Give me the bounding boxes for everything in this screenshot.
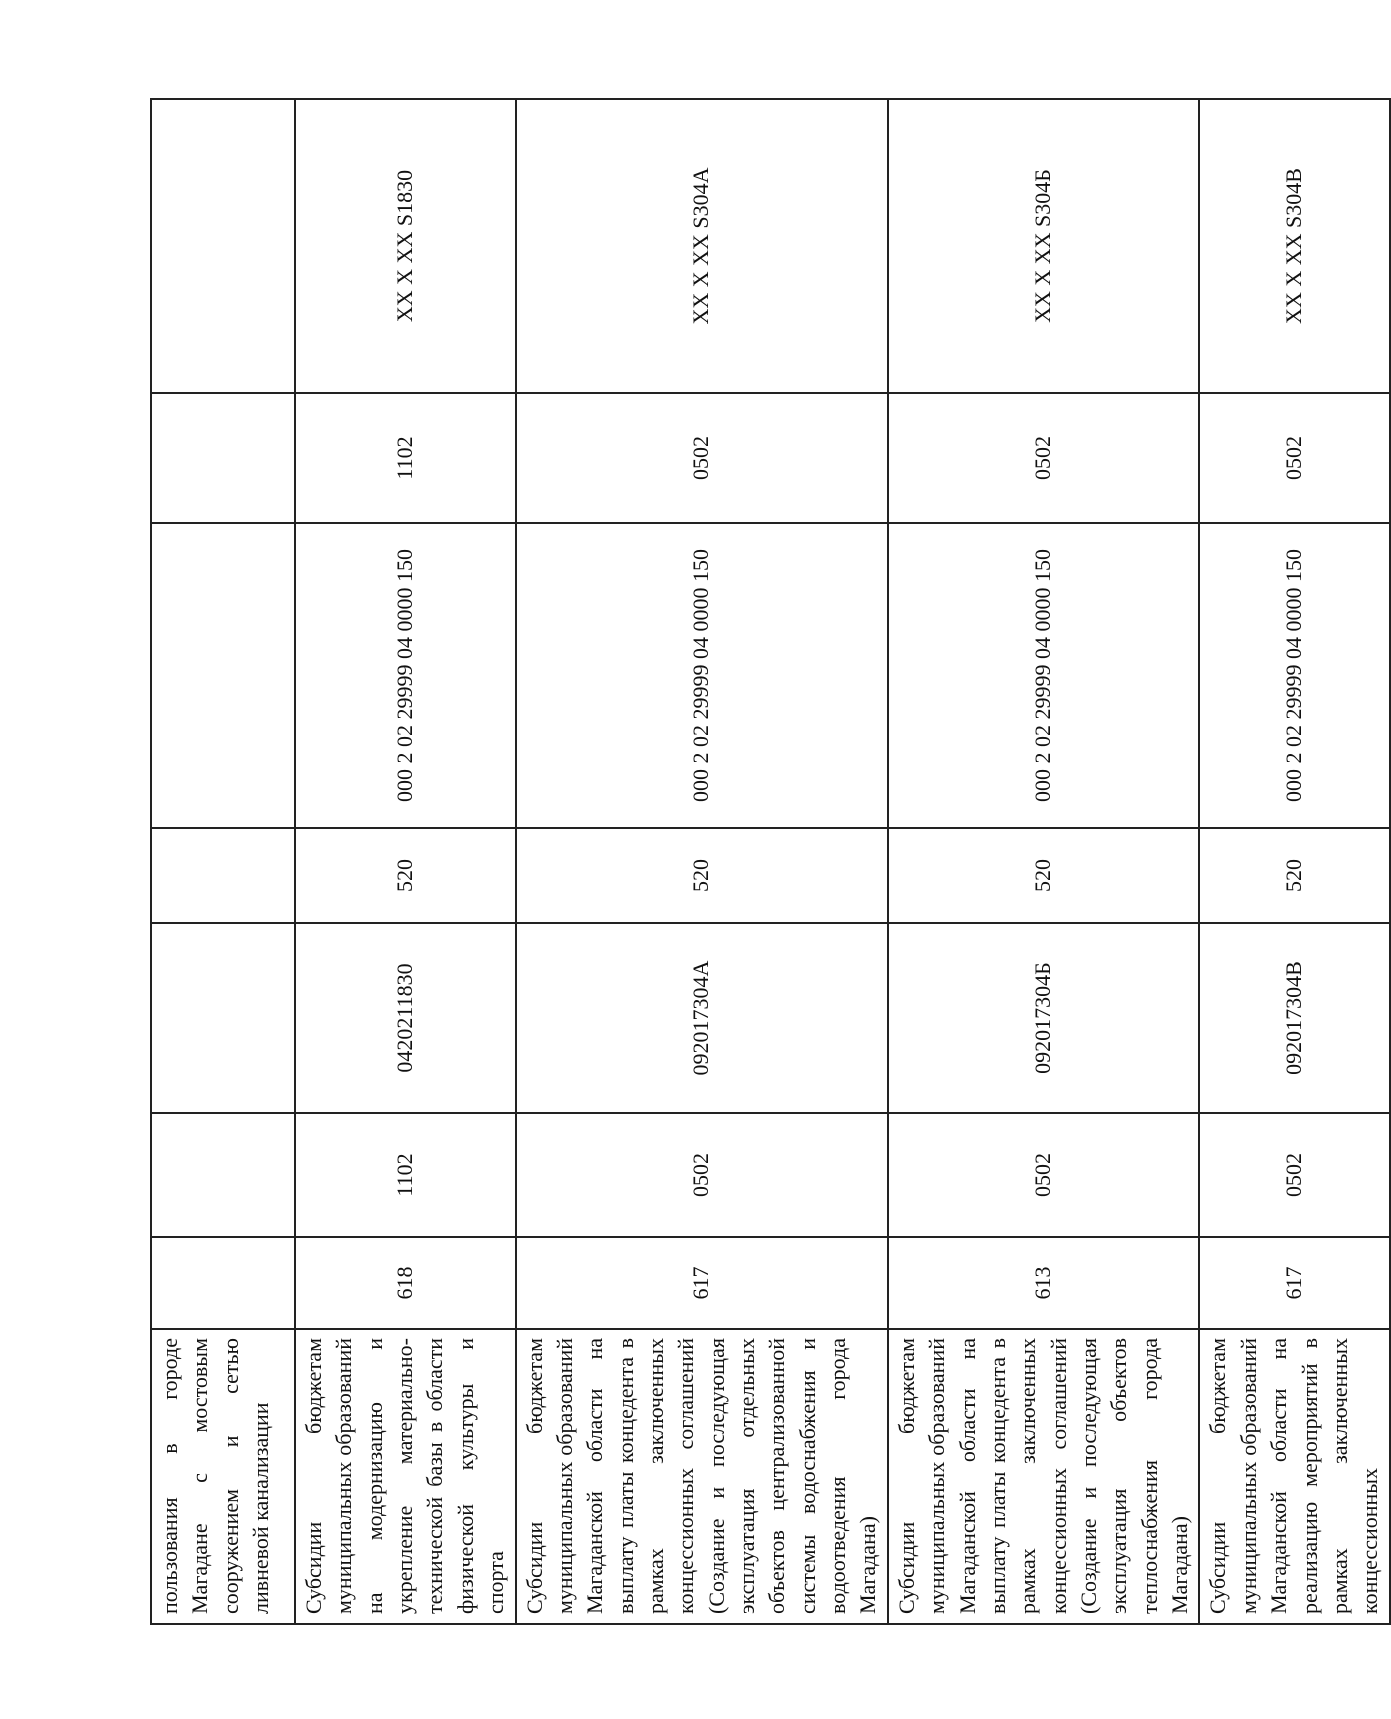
target-article-cell: 0420211830: [295, 923, 516, 1113]
income-code-cell: 000 2 02 29999 04 0000 150: [888, 523, 1200, 828]
budget-classification-table: [150, 98, 1391, 1625]
gov-code-cell: 613: [888, 1237, 1200, 1329]
table-row: [888, 99, 1200, 1624]
code-cell: [151, 99, 295, 393]
gov-code-cell: 617: [516, 1237, 888, 1329]
section-cell: [151, 1113, 295, 1237]
income-code-cell: 000 2 02 29999 04 0000 150: [1199, 523, 1389, 828]
description-cell: Субсидии бюджетам муниципальных образований Магаданской области на реализацию мероприятий в рамках заключенных концессионных: [1199, 1329, 1389, 1624]
section-cell: 0502: [1199, 1113, 1389, 1237]
description-cell: Субсидии бюджетам муниципальных образований Магаданской области на выплату платы концедента в рамках заключенных концессионных соглашений (Создание и последующая эксплуатация объектов теплоснабжения города Магадана): [888, 1329, 1200, 1624]
income-code-cell: [151, 523, 295, 828]
income-code-cell: 000 2 02 29999 04 0000 150: [516, 523, 888, 828]
code-cell: XX X XX S1830: [295, 99, 516, 393]
section-2-cell: 0502: [516, 393, 888, 523]
target-article-cell: 092017304В: [1199, 923, 1389, 1113]
section-2-cell: 0502: [1199, 393, 1389, 523]
expense-type-cell: 520: [295, 828, 516, 923]
description-cell: Субсидии бюджетам муниципальных образований Магаданской области на выплату платы концедента в рамках заключенных концессионных соглашений (Создание и последующая эксплуатация отдельных объектов централизованной системы водоснабжения и водоотведения города Магадана): [516, 1329, 888, 1624]
income-code-cell: 000 2 02 29999 04 0000 150: [295, 523, 516, 828]
expense-type-cell: 520: [888, 828, 1200, 923]
section-2-cell: 0502: [888, 393, 1200, 523]
description-cell: пользования в городе Магадане с мостовым сооружением и сетью ливневой канализации: [151, 1329, 295, 1624]
section-cell: 1102: [295, 1113, 516, 1237]
expense-type-cell: [151, 828, 295, 923]
table-row: [1199, 99, 1389, 1624]
section-2-cell: 1102: [295, 393, 516, 523]
gov-code-cell: 618: [295, 1237, 516, 1329]
target-article-cell: [151, 923, 295, 1113]
target-article-cell: 092017304Б: [888, 923, 1200, 1113]
gov-code-cell: [151, 1237, 295, 1329]
section-cell: 0502: [516, 1113, 888, 1237]
code-cell: XX X XX S304В: [1199, 99, 1389, 393]
gov-code-cell: 617: [1199, 1237, 1389, 1329]
code-cell: XX X XX S304Б: [888, 99, 1200, 393]
target-article-cell: 092017304А: [516, 923, 888, 1113]
table-row: [295, 99, 516, 1624]
expense-type-cell: 520: [1199, 828, 1389, 923]
expense-type-cell: 520: [516, 828, 888, 923]
table-row: [516, 99, 888, 1624]
rotated-page: [150, 100, 1383, 1625]
description-cell: Субсидии бюджетам муниципальных образований на модернизацию и укрепление материально-технической базы в области физической культуры и спорта: [295, 1329, 516, 1624]
section-2-cell: [151, 393, 295, 523]
code-cell: XX X XX S304А: [516, 99, 888, 393]
table-row: [151, 99, 295, 1624]
section-cell: 0502: [888, 1113, 1200, 1237]
